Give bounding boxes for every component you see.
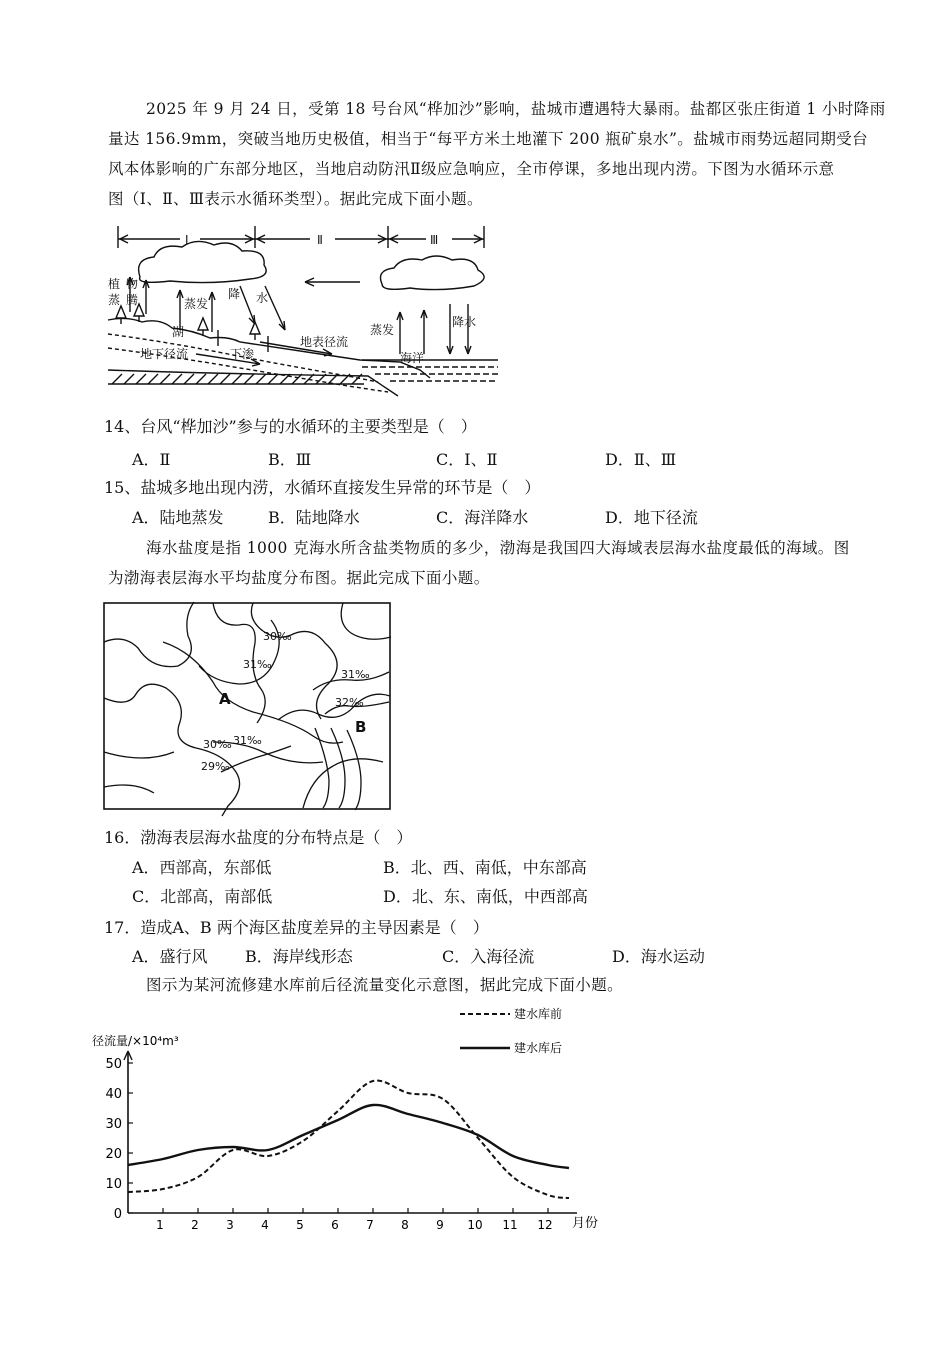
chart-y-axis-label: 径流量/×10⁴m³ [92, 1034, 179, 1048]
option-c: C．入海径流 [442, 947, 535, 966]
option-b: B．北、西、南低，中东部高 [383, 858, 587, 877]
option-a: A．盛行风 [132, 947, 208, 966]
option-a: A．陆地蒸发 [132, 508, 224, 527]
isoline-label: 31‰ [243, 658, 272, 671]
question-stem: 16．渤海表层海水盐度的分布特点是（ ） [104, 828, 413, 847]
isoline-label: 31‰ [341, 668, 370, 681]
land-precipitation-label: 水 [256, 291, 269, 305]
x-tick-label: 10 [467, 1218, 483, 1232]
option-a: A．西部高，东部低 [132, 858, 272, 877]
option-b: B．海岸线形态 [245, 947, 353, 966]
intro-paragraph-3: 图示为某河流修建水库前后径流量变化示意图，据此完成下面小题。 [146, 976, 624, 994]
series-before-reservoir [128, 1081, 569, 1198]
runoff-chart [90, 1000, 599, 1240]
question-14 [104, 415, 477, 439]
x-tick-label: 2 [191, 1218, 199, 1232]
isoline-label: 30‰ [203, 738, 232, 751]
option-c: C．海洋降水 [436, 508, 529, 527]
question-15 [104, 476, 540, 500]
legend-label-after: 建水库后 [514, 1041, 563, 1055]
intro-line: 风本体影响的广东部分地区，当地启动防汛Ⅱ级应急响应，全市停课，多地出现内涝。下图为水循环示意 [108, 160, 835, 178]
lake-label: 湖 [172, 325, 185, 339]
x-tick-label: 8 [401, 1218, 409, 1232]
intro-line: 海水盐度是指 1000 克海水所含盐类物质的多少，渤海是我国四大海域表层海水盐度最低的海域。图 [146, 539, 850, 557]
option-a: A．Ⅱ [132, 450, 171, 469]
intro-paragraph-2 [108, 533, 898, 593]
x-tick-label: 1 [156, 1218, 164, 1232]
plant-label: 蒸 [108, 293, 121, 307]
intro-line: 2025 年 9 月 24 日，受第 18 号台风“桦加沙”影响，盐城市遭遇特大暴雨。盐都区张庄街道 1 小时降雨 [146, 100, 886, 118]
option-b: B．陆地降水 [268, 508, 360, 527]
intro-line: 量达 156.9mm，突破当地历史极值，相当于“每平方米土地灌下 200 瓶矿泉水”。盐城市雨势远超同期受台 [108, 130, 869, 148]
option-c: C．北部高，南部低 [132, 887, 273, 906]
legend-label-before: 建水库前 [514, 1007, 563, 1021]
ocean-label: 海洋 [400, 351, 425, 365]
option-d: D．地下径流 [605, 508, 698, 527]
groundwater-label: 地下径流 [140, 347, 189, 361]
x-tick-label: 4 [261, 1218, 269, 1232]
y-tick-label: 40 [105, 1087, 122, 1102]
isoline-label: 30‰ [263, 630, 292, 643]
y-tick-label: 20 [105, 1147, 122, 1162]
option-d: D．海水运动 [612, 947, 705, 966]
question-stem: 15、盐城多地出现内涝，水循环直接发生异常的环节是（ ） [104, 478, 541, 497]
x-tick-label: 3 [226, 1218, 234, 1232]
cycle-type-label: Ⅲ [430, 233, 439, 247]
question-17 [104, 916, 489, 940]
question-stem: 14、台风“桦加沙”参与的水循环的主要类型是（ ） [104, 417, 477, 436]
intro-line: 为渤海表层海水平均盐度分布图。据此完成下面小题。 [108, 569, 490, 587]
option-b: B．Ⅲ [268, 450, 312, 469]
cycle-type-label: Ⅱ [317, 233, 323, 247]
chart-x-axis-label: 月份 [572, 1216, 599, 1231]
plant-label: 植 [108, 277, 121, 291]
x-tick-label: 12 [537, 1218, 553, 1232]
ocean-precipitation-label: 降水 [452, 315, 477, 329]
isoline-label: 29‰ [201, 760, 230, 773]
y-tick-label: 0 [113, 1207, 122, 1222]
x-tick-label: 5 [296, 1218, 304, 1232]
water-cycle-diagram [100, 222, 500, 400]
salinity-map [103, 602, 391, 810]
option-d: D．Ⅱ、Ⅲ [605, 450, 677, 469]
land-evaporation-label: 蒸发 [184, 297, 209, 311]
x-tick-label: 9 [436, 1218, 444, 1232]
intro-paragraph-1 [108, 94, 898, 214]
area-a-label: A [219, 690, 231, 708]
series-after-reservoir [128, 1105, 569, 1168]
isoline-label: 32‰ [335, 696, 364, 709]
surface-runoff-label: 地表径流 [300, 335, 349, 349]
x-tick-label: 6 [331, 1218, 339, 1232]
ocean-evaporation-label: 蒸发 [370, 323, 395, 337]
y-tick-label: 50 [105, 1057, 122, 1072]
question-16 [104, 826, 412, 850]
option-c: C．Ⅰ、Ⅱ [436, 450, 498, 469]
infiltration-label: 下渗 [230, 347, 255, 361]
cycle-type-label: Ⅰ [185, 233, 189, 247]
y-tick-label: 10 [105, 1177, 122, 1192]
area-b-label: B [355, 718, 367, 736]
intro-line: 图（Ⅰ、Ⅱ、Ⅲ表示水循环类型）。据此完成下面小题。 [108, 190, 483, 208]
question-stem: 17．造成A、B 两个海区盐度差异的主导因素是（ ） [104, 918, 489, 937]
plant-label: 腾 [126, 293, 139, 307]
x-tick-label: 11 [502, 1218, 518, 1232]
plant-label: 物 [126, 277, 139, 291]
isoline-label: 31‰ [233, 734, 262, 747]
chart-legend [460, 1006, 562, 1055]
option-d: D．北、东、南低，中西部高 [383, 887, 588, 906]
y-tick-label: 30 [105, 1117, 122, 1132]
land-precipitation-label: 降 [228, 287, 241, 301]
x-tick-label: 7 [366, 1218, 374, 1232]
